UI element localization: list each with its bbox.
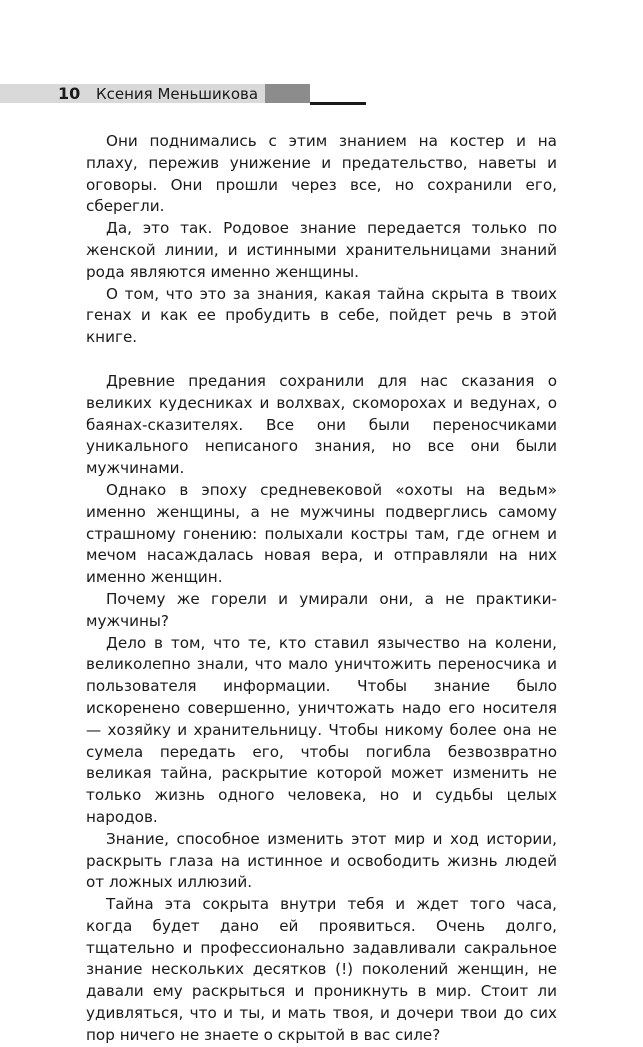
paragraph: Они поднимались с этим знанием на костер и на плаху, пережив унижение и предательство, наветы и оговоры. Они прошли через все, но сохранили его, сберегли.	[86, 132, 557, 216]
paragraph: О том, что это за знания, какая тайна скрыта в твоих генах и как ее пробудить в себе, пойдет речь в этой книге.	[86, 284, 557, 347]
paragraph: Знание, способное изменить этот мир и ход истории, раскрыть глаза на истинное и освободить жизнь людей от ложных иллюзий.	[86, 829, 557, 892]
body-text	[86, 131, 557, 1047]
running-header	[0, 82, 643, 112]
section-break	[86, 349, 557, 371]
paragraph: Тайна эта сокрыта внутри тебя и ждет того часа, когда будет дано ей проявиться. Очень долго, тщательно и профессионально задавливали сакральное знание нескольких десятков (!) поколений женщин, не давали ему раскрыться и проникнуть в мир. Стоит ли удивляться, что и ты, и мать твоя, и дочери твои до сих пор ничего не знаете о скрытой в вас силе?	[86, 895, 557, 1044]
author-name: Ксения Меньшикова	[96, 85, 259, 103]
paragraph: Однако в эпоху средневековой «охоты на ведьм» именно женщины, а не мужчины подверглись самому страшному гонению: полыхали костры там, где огнем и мечом насаждалась новая вера, и отправляли на них именно женщин.	[86, 480, 557, 587]
page-number: 10	[58, 84, 81, 103]
paragraph: Древние предания сохранили для нас сказания о великих кудесниках и волхвах, скоморохах и ведунах, о баянах-сказителях. Все они были переносчиками уникального неписаного знания, но все они были мужчинами.	[86, 371, 557, 478]
paragraph: Почему же горели и умирали они, а не практики-мужчины?	[86, 589, 557, 630]
paragraph: Дело в том, что те, кто ставил язычество на колени, великолепно знали, что мало уничтожить переносчика и пользователя информации. Чтобы знание было искоренено совершенно, уничтожать надо его носителя — хозяйку и хранительницу. Чтобы никому более она не сумела передать его, чтобы погибла безвозвратно великая тайна, раскрытие которой может изменить не только жизнь одного человека, но и судьбы целых народов.	[86, 633, 557, 826]
paragraph: Да, это так. Родовое знание передается только по женской линии, и истинными хранительницами знаний рода являются именно женщины.	[86, 219, 557, 281]
header-band-dark	[265, 84, 310, 103]
header-rule	[310, 102, 366, 105]
